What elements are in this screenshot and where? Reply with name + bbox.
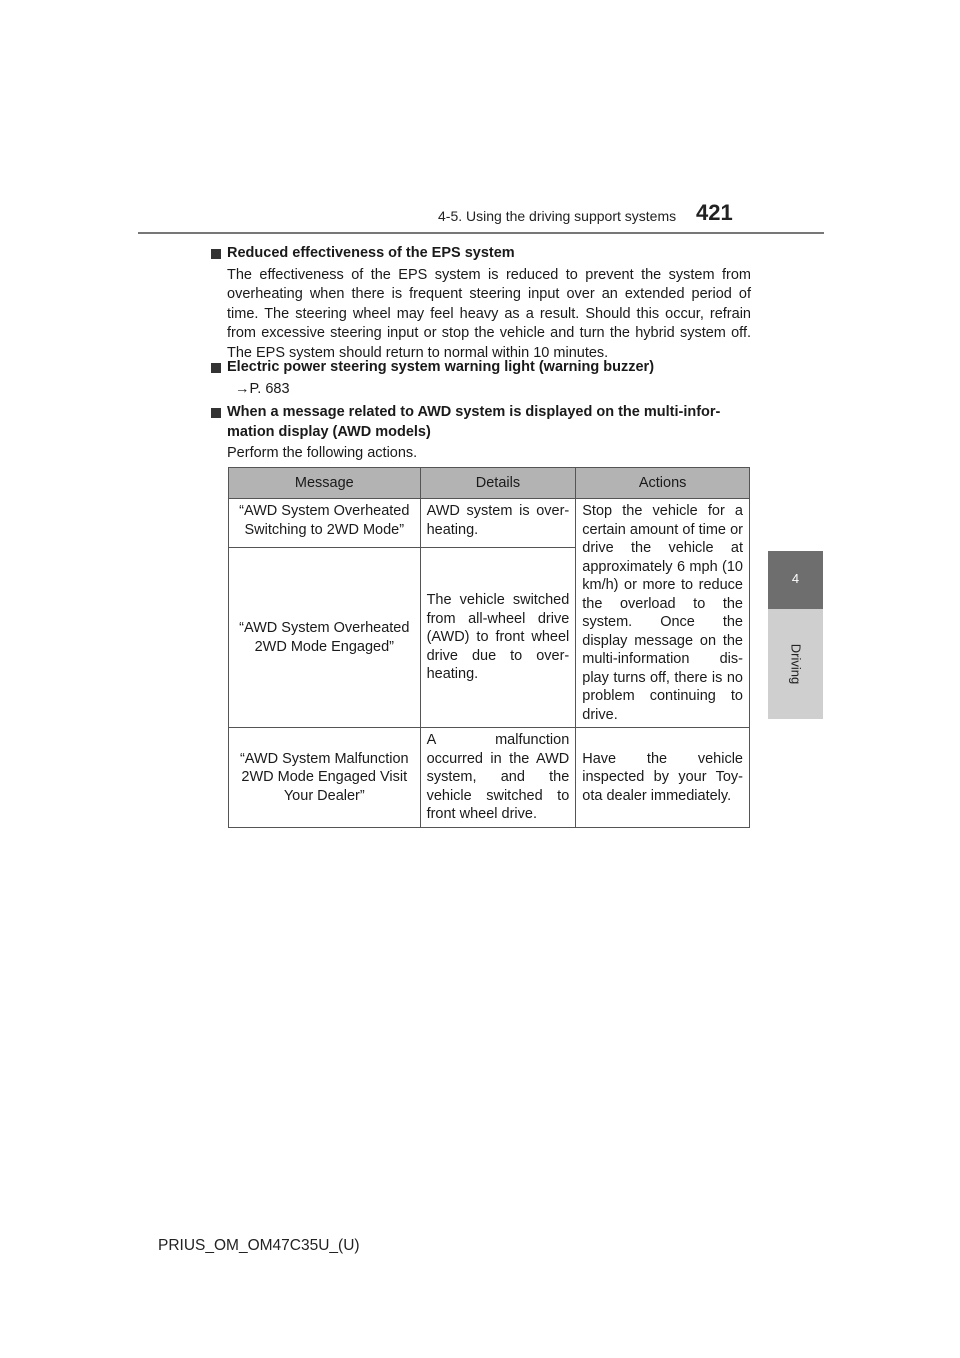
section-heading: When a message related to AWD system is displayed on the multi-infor- mation display (AWD models) — [211, 403, 751, 442]
actions-cell: Stop the vehicle for a certain amount of time or drive the vehicle at approximately 6 mph (10 km/h) or more to reduce the overload to the system. Once the display message on the multi-information dis- play turns off, there is no problem continuing to drive. — [576, 499, 750, 728]
square-bullet-icon — [211, 249, 221, 259]
section-heading: Reduced effectiveness of the EPS system — [211, 244, 751, 264]
message-cell: “AWD System Overheated 2WD Mode Engaged” — [229, 548, 421, 728]
table-row — [229, 728, 750, 828]
chapter-number: 4 — [791, 571, 800, 586]
details-cell: The vehicle switched from all-wheel drive (AWD) to front wheel drive due to over- heating. — [420, 548, 576, 728]
column-header-details: Details — [420, 468, 576, 499]
page-reference: →P. 683 — [235, 380, 290, 397]
section-heading: Electric power steering system warning light (warning buzzer) — [211, 358, 751, 378]
section-body: Perform the following actions. — [227, 445, 418, 461]
awd-message-table — [228, 467, 750, 828]
actions-cell: Have the vehicle inspected by your Toy- ota dealer immediately. — [576, 728, 750, 828]
section-awd-message — [211, 403, 751, 464]
message-cell: “AWD System Overheated Switching to 2WD Mode” — [229, 499, 421, 548]
table-row — [229, 499, 750, 548]
chapter-label-tab — [768, 609, 823, 719]
message-cell: “AWD System Malfunction 2WD Mode Engaged Visit Your Dealer” — [229, 728, 421, 828]
column-header-actions: Actions — [576, 468, 750, 499]
document-code: PRIUS_OM_OM47C35U_(U) — [158, 1237, 360, 1254]
header-divider — [138, 232, 824, 234]
column-header-message: Message — [229, 468, 421, 499]
chapter-tab — [768, 551, 823, 609]
section-body: The effectiveness of the EPS system is reduced to prevent the system from overheating when there is frequent steering input over an extended period of time. The steering wheel may feel heavy as a result. Should this occur, refrain from excessive steering input or stop the vehicle and turn the hybrid system off. The EPS system should return to normal within 10 minutes. — [227, 266, 751, 361]
section-title: 4-5. Using the driving support systems — [438, 208, 677, 224]
details-cell: AWD system is over- heating. — [420, 499, 576, 548]
page-number: 421 — [696, 200, 733, 225]
square-bullet-icon — [211, 408, 221, 418]
chapter-label: Driving — [788, 643, 803, 685]
table-header-row — [229, 468, 750, 499]
square-bullet-icon — [211, 363, 221, 373]
section-eps-effectiveness — [211, 244, 751, 363]
section-eps-warning-light — [211, 358, 751, 399]
details-cell: A malfunction occurred in the AWD system, and the vehicle switched to front wheel drive. — [420, 728, 576, 828]
